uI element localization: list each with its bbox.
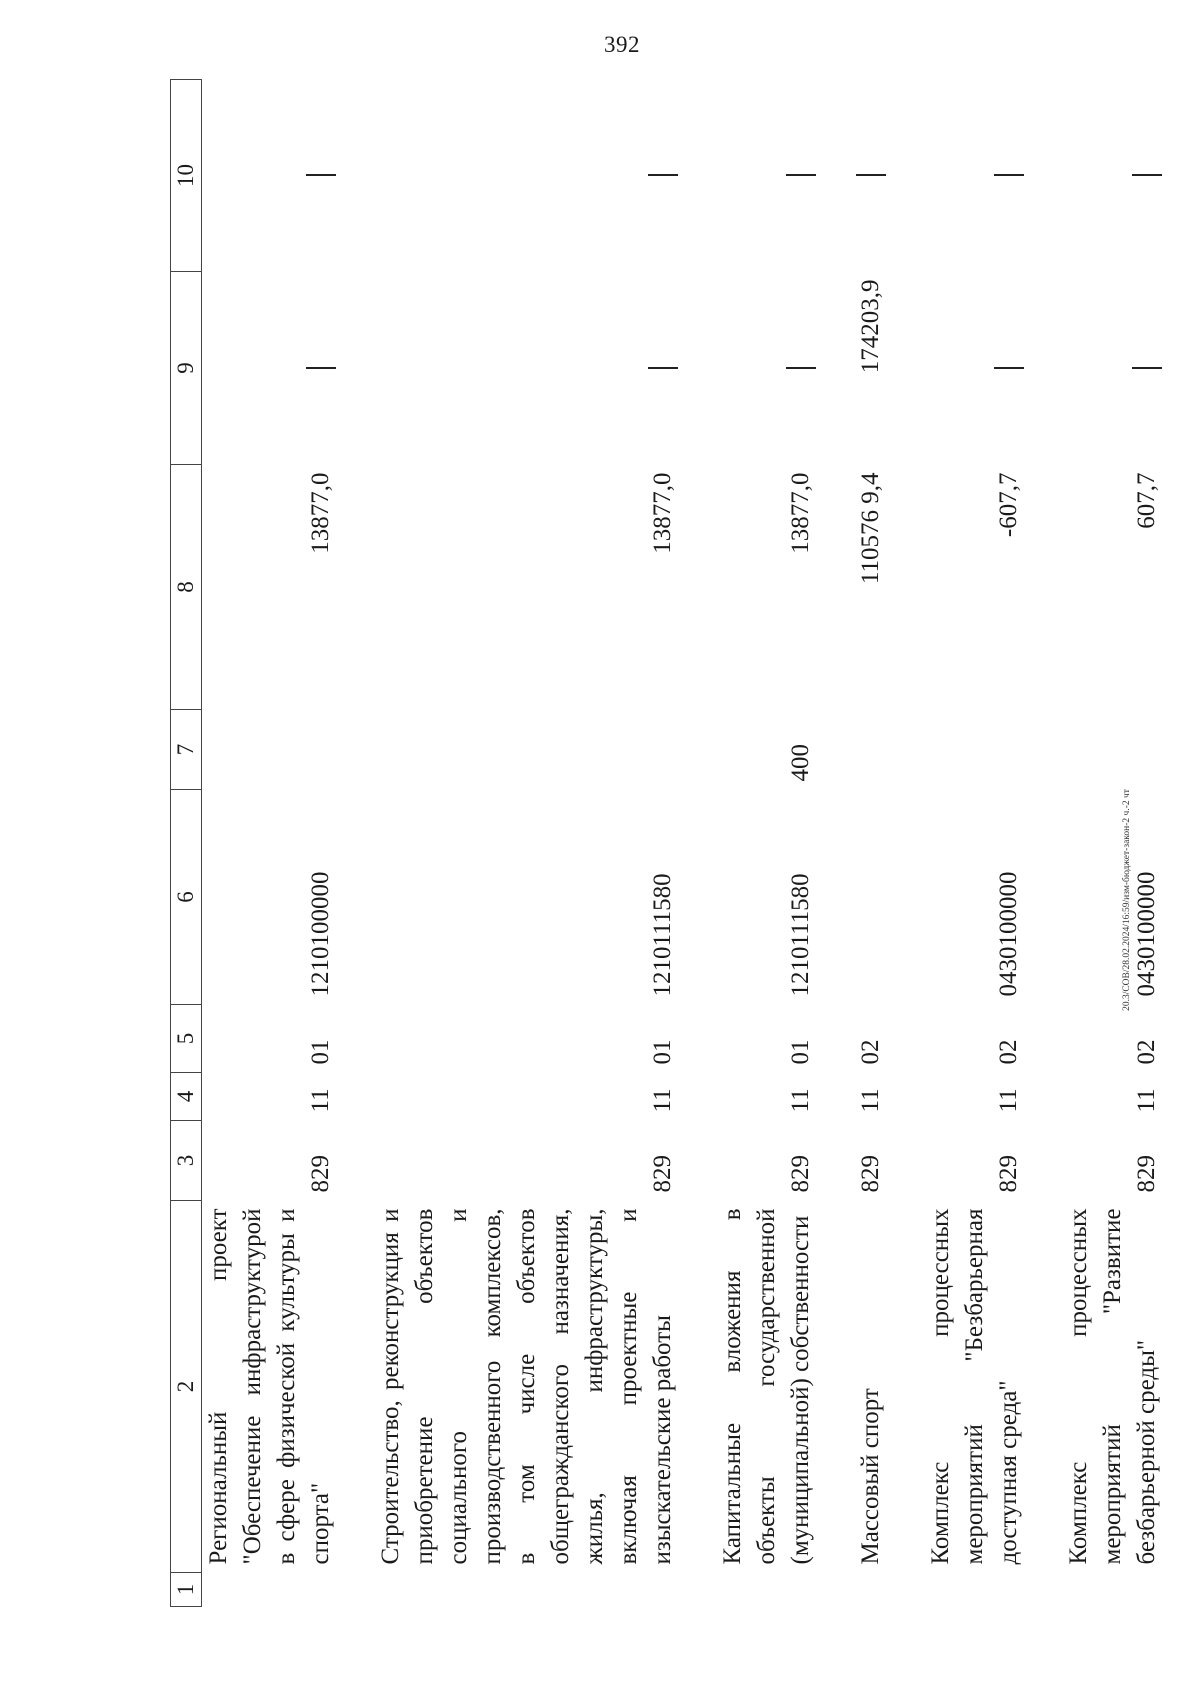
cell-amount: 13877,0 (307, 472, 334, 554)
cell-subsection: 01 (307, 1039, 334, 1065)
dash-mark (994, 175, 1024, 177)
cell-target-code: 1210111580 (649, 873, 676, 997)
cell-col9 (924, 272, 1026, 465)
row-name: Комплекс процессных мероприятий "Безбарьерная доступная среда" (927, 1208, 1022, 1565)
cell-expense-type (924, 710, 1026, 790)
cell-amount: -607,7 (995, 472, 1022, 538)
dash-mark (648, 175, 678, 177)
cell-col9 (716, 272, 818, 465)
cell-admin-code: 829 (649, 1155, 676, 1193)
column-header-6: 6 (171, 790, 202, 1005)
cell-target-code: 0430100000 (1133, 871, 1160, 997)
cell-section: 11 (857, 1088, 884, 1113)
cell-target-code (854, 790, 888, 1005)
cell-admin-code: 829 (787, 1155, 814, 1193)
table-row (374, 80, 680, 1607)
dash-mark (306, 175, 336, 177)
column-header-8: 8 (171, 465, 202, 710)
cell-subsection: 02 (995, 1039, 1022, 1065)
dash-mark (786, 367, 816, 369)
cell-col10 (716, 80, 818, 272)
cell-col10 (854, 80, 888, 272)
row-name: Региональный проект "Обеспечение инфраструктурой в сфере физической культуры и спорта" (205, 1208, 334, 1565)
cell-target-code: 1210100000 (307, 871, 334, 997)
cell-section: 11 (995, 1088, 1022, 1113)
cell-col10 (924, 80, 1026, 272)
cell-subsection: 01 (787, 1039, 814, 1065)
cell-col9 (374, 272, 680, 465)
row-name: Комплекс процессных мероприятий "Развитие безбарьерной среды" (1065, 1208, 1160, 1565)
cell-subsection: 01 (649, 1039, 676, 1065)
cell-target-code: 0430100000 (995, 871, 1022, 997)
cell-admin-code: 829 (857, 1155, 884, 1193)
cell-col9: 174203,9 (857, 279, 884, 374)
table-header-row (171, 80, 202, 1607)
cell-section: 11 (1133, 1088, 1160, 1113)
column-header-2: 2 (171, 1201, 202, 1573)
column-header-1: 1 (171, 1573, 202, 1607)
cell-amount: 110576 9,4 (857, 472, 884, 585)
cell-expense-type (854, 710, 888, 790)
column-header-7: 7 (171, 710, 202, 790)
cell-expense-type: 400 (787, 744, 814, 782)
cell-admin-code: 829 (995, 1155, 1022, 1193)
cell-admin-code: 829 (307, 1155, 334, 1193)
cell-col10 (202, 80, 339, 272)
column-header-9: 9 (171, 272, 202, 465)
column-header-5: 5 (171, 1005, 202, 1073)
cell-expense-type (374, 710, 680, 790)
cell-admin-code: 829 (1133, 1155, 1160, 1193)
footer-note: 20.3/СОВ/28.02.2024/16:59/изм-бюджет-закон-2 ч.-2 чт (1122, 789, 1132, 1011)
cell-expense-type (202, 710, 339, 790)
cell-section: 11 (307, 1088, 334, 1113)
table-row (716, 80, 818, 1607)
column-header-4: 4 (171, 1073, 202, 1121)
row-name: Капитальные вложения в объекты государственной (муниципальной) собственности (719, 1208, 814, 1565)
cell-expense-type (1062, 710, 1164, 790)
cell-col10 (374, 80, 680, 272)
dash-mark (994, 367, 1024, 369)
cell-section: 11 (787, 1088, 814, 1113)
table-row (854, 80, 888, 1607)
table-row (202, 80, 339, 1607)
cell-target-code: 1210111580 (787, 873, 814, 997)
page-number: 392 (604, 32, 640, 57)
cell-col9 (202, 272, 339, 465)
cell-amount: 607,7 (1133, 472, 1160, 529)
table-row (1062, 80, 1164, 1607)
column-header-10: 10 (171, 80, 202, 272)
dash-mark (648, 367, 678, 369)
cell-subsection: 02 (1133, 1039, 1160, 1065)
cell-subsection: 02 (857, 1039, 884, 1065)
dash-mark (786, 175, 816, 177)
dash-mark (1132, 367, 1162, 369)
row-name: Массовый спорт (857, 1388, 884, 1565)
dash-mark (306, 367, 336, 369)
cell-amount: 13877,0 (787, 472, 814, 554)
cell-col9 (1062, 272, 1164, 465)
cell-col10 (1062, 80, 1164, 272)
budget-table (170, 79, 1164, 1607)
dash-mark (856, 175, 886, 177)
row-name: Строительство, реконструкция и приобретение объектов социального и производственного комплексов, в том числе объектов общегражданского назначения, жилья, инфраструктуры, включая проектные и изыскательские работы (377, 1208, 676, 1565)
cell-section: 11 (649, 1088, 676, 1113)
column-header-3: 3 (171, 1121, 202, 1201)
cell-amount: 13877,0 (649, 472, 676, 554)
table-row (924, 80, 1026, 1607)
dash-mark (1132, 175, 1162, 177)
